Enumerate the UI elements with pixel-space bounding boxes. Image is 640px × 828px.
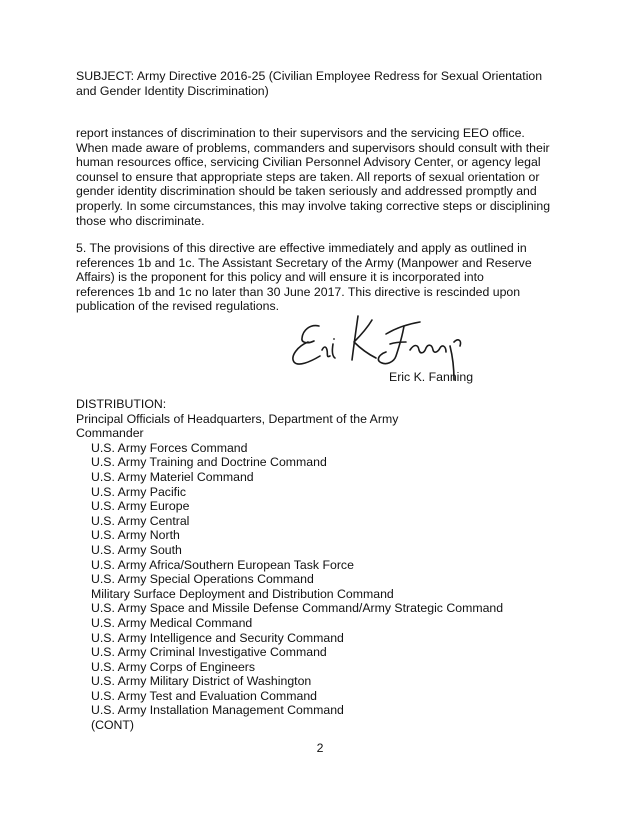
distribution-item: U.S. Army Special Operations Command [91,572,314,587]
paragraph-line: report instances of discrimination to their supervisors and the servicing EEO office. [76,126,525,140]
distribution-item: U.S. Army Space and Missile Defense Command/Army Strategic Command [91,601,504,616]
paragraph-line: references 1b and 1c no later than 30 June 2017. This directive is rescinded upon [76,284,521,299]
subject-block [76,69,576,98]
paragraph-line: counsel to ensure that appropriate steps are taken. All reports of sexual orientation or [76,169,540,184]
distribution-commander-label: Commander [76,426,144,441]
subject-line: SUBJECT: Army Directive 2016-25 (Civilian Employee Redress for Sexual Orientation [76,69,543,83]
paragraph-line: 5. The provisions of this directive are effective immediately and apply as outlined in [76,241,527,255]
distribution-list [76,441,596,733]
paragraph-line: properly. In some circumstances, this may involve taking corrective steps or disciplining [76,198,551,213]
paragraph-line: references 1b and 1c. The Assistant Secretary of the Army (Manpower and Reserve [76,255,532,270]
paragraph-5 [76,241,576,314]
distribution-item: U.S. Army Africa/Southern European Task Force [91,557,354,572]
distribution-item: U.S. Army Central [91,513,190,528]
distribution-item: U.S. Army Forces Command [91,440,248,455]
distribution-continued-marker: (CONT) [91,718,135,733]
distribution-heading: DISTRIBUTION: [76,397,167,411]
distribution-item: U.S. Army Military District of Washington [91,674,312,689]
signer-name: Eric K. Fanning [389,370,474,384]
distribution-item: U.S. Army Corps of Engineers [91,659,256,674]
paragraph-line: those who discriminate. [76,213,205,228]
distribution-item: U.S. Army Installation Management Command [91,703,344,718]
page-number: 2 [316,741,324,755]
distribution-item: U.S. Army Pacific [91,484,186,499]
distribution-item: Military Surface Deployment and Distribution Command [91,586,394,601]
paragraph-line: gender identity discrimination should be taken seriously and addressed promptly and [76,184,537,199]
subject-line: and Gender Identity Discrimination) [76,83,269,98]
paragraph-line: When made aware of problems, commanders and supervisors should consult with their [76,140,550,155]
paragraph-line: human resources office, servicing Civilian Personnel Advisory Center, or agency legal [76,155,541,170]
distribution-item: U.S. Army Training and Doctrine Command [91,455,327,470]
distribution-item: U.S. Army Test and Evaluation Command [91,688,318,703]
paragraph-line: publication of the revised regulations. [76,299,280,314]
paragraph-line: Affairs) is the proponent for this policy and will ensure it is incorporated into [76,270,484,285]
distribution-block [76,397,596,733]
distribution-item: U.S. Army Europe [91,499,190,514]
distribution-principal: Principal Officials of Headquarters, Department of the Army [76,411,399,426]
distribution-item: U.S. Army Criminal Investigative Command [91,645,327,660]
distribution-item: U.S. Army Intelligence and Security Command [91,630,344,645]
distribution-item: U.S. Army North [91,528,180,543]
distribution-item: U.S. Army Materiel Command [91,469,254,484]
distribution-item: U.S. Army Medical Command [91,615,253,630]
distribution-item: U.S. Army South [91,542,182,557]
paragraph-continued [76,126,576,228]
